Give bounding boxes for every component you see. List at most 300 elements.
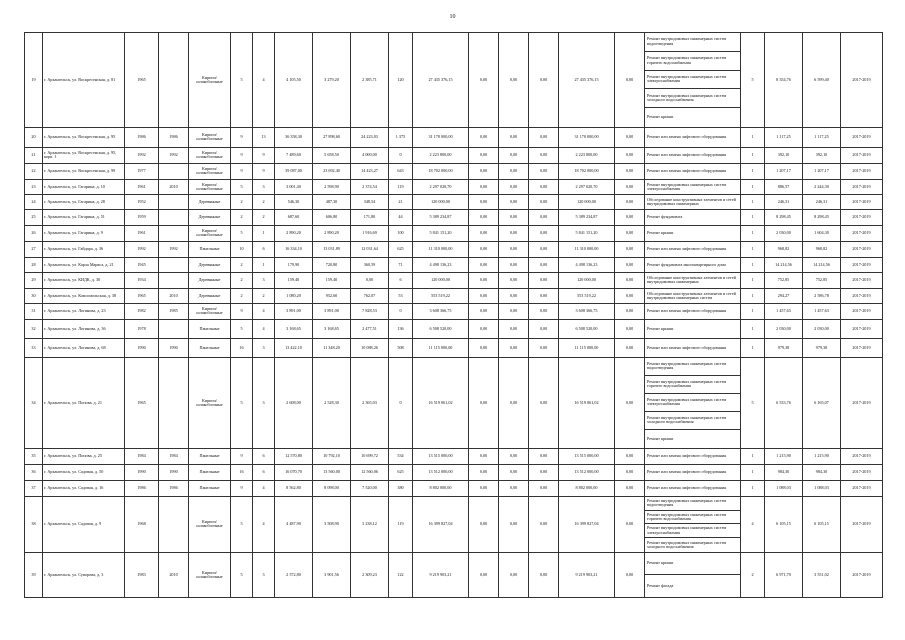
cell-living-area: 5 658,50 <box>313 147 351 163</box>
cell-federal-funds: 0,00 <box>469 257 499 272</box>
work-type-item: Ремонт внутридомовых инженерных систем электроснабжения <box>645 394 740 412</box>
cell-unit-cost: 979,38 <box>765 338 803 357</box>
cell-address: г. Архангельск, ул. Логинова, д. 36 <box>43 319 125 338</box>
cell-work-types <box>645 33 741 128</box>
cell-year-built: 1986 <box>125 480 159 496</box>
cell-owner-funds: 4 498 136,23 <box>559 257 615 272</box>
cell-work-count: 1 <box>741 163 765 179</box>
cell-local-funds: 0,00 <box>529 464 559 480</box>
table-row <box>25 272 883 288</box>
cell-floors: 2 <box>231 209 253 225</box>
cell-work-types <box>645 147 741 163</box>
cell-local-funds: 0,00 <box>529 357 559 448</box>
cell-entrances: 4 <box>253 33 275 128</box>
cell-unit-cost: 1 207,17 <box>765 163 803 179</box>
cell-max-unit-cost: 2 244,30 <box>803 179 841 194</box>
cell-other-funds: 0,00 <box>615 241 645 257</box>
cell-wall-material: Панельные <box>189 338 231 357</box>
cell-total-cost: 120 000,00 <box>413 194 469 209</box>
cell-entrances: 9 <box>253 147 275 163</box>
cell-work-count: 1 <box>741 194 765 209</box>
cell-wall-material: Деревянные <box>189 209 231 225</box>
work-type-item: Ремонт или замена лифтового оборудования <box>647 308 727 314</box>
cell-floors: 16 <box>231 464 253 480</box>
cell-period: 2017-2019 <box>841 163 883 179</box>
cell-year-renovated <box>159 225 189 241</box>
cell-entrances: 4 <box>253 496 275 552</box>
cell-local-funds: 0,00 <box>529 480 559 496</box>
cell-owner-funds: 27 435 376,15 <box>559 33 615 128</box>
cell-private-area: 2 477,51 <box>351 319 389 338</box>
cell-work-count: 1 <box>741 288 765 303</box>
cell-regional-funds: 0,00 <box>499 448 529 464</box>
cell-wall-material: Кирпич/ шлакоблочные <box>189 552 231 597</box>
cell-residents: 508 <box>389 338 413 357</box>
cell-local-funds: 0,00 <box>529 448 559 464</box>
cell-local-funds: 0,00 <box>529 303 559 319</box>
cell-regional-funds: 0,00 <box>499 127 529 147</box>
cell-work-count: 1 <box>741 338 765 357</box>
cell-year-renovated: 2010 <box>159 288 189 303</box>
cell-number: 35 <box>25 448 43 464</box>
work-type-item: Ремонт внутридомовых инженерных систем холодного водоснабжения <box>645 412 740 430</box>
cell-year-built: 1978 <box>125 319 159 338</box>
table-row <box>25 464 883 480</box>
cell-number: 30 <box>25 288 43 303</box>
cell-period: 2017-2019 <box>841 464 883 480</box>
cell-floors: 9 <box>231 303 253 319</box>
cell-total-cost: 2 297 020,70 <box>413 179 469 194</box>
cell-federal-funds: 0,00 <box>469 272 499 288</box>
cell-total-area: 4 487,90 <box>275 496 313 552</box>
cell-total-area: 36 358,30 <box>275 127 313 147</box>
table-row <box>25 33 883 128</box>
cell-other-funds: 0,00 <box>615 179 645 194</box>
cell-year-renovated: 1992 <box>159 241 189 257</box>
cell-private-area: 12 560,06 <box>351 464 389 480</box>
cell-period: 2017-2019 <box>841 303 883 319</box>
cell-total-cost: 11 115 000,00 <box>413 338 469 357</box>
table-row <box>25 357 883 448</box>
cell-other-funds: 0,00 <box>615 464 645 480</box>
cell-residents: 0 <box>389 303 413 319</box>
cell-year-built: 1965 <box>125 288 159 303</box>
cell-year-built: 1934 <box>125 272 159 288</box>
cell-period: 2017-2019 <box>841 147 883 163</box>
cell-entrances: 2 <box>253 194 275 209</box>
cell-address: г. Архангельск, ул. Воскресенская, д. 81 <box>43 33 125 128</box>
cell-living-area: 3 279,20 <box>313 33 351 128</box>
cell-federal-funds: 0,00 <box>469 464 499 480</box>
cell-total-cost: 31 170 000,00 <box>413 127 469 147</box>
cell-number: 25 <box>25 209 43 225</box>
cell-work-count: 1 <box>741 147 765 163</box>
cell-max-unit-cost: 2 030,00 <box>803 319 841 338</box>
cell-floors: 5 <box>231 33 253 128</box>
cell-regional-funds: 0,00 <box>499 163 529 179</box>
cell-work-count: 1 <box>741 319 765 338</box>
cell-private-area: 360,59 <box>351 257 389 272</box>
cell-regional-funds: 0,00 <box>499 225 529 241</box>
cell-local-funds: 0,00 <box>529 319 559 338</box>
cell-year-built: 1968 <box>125 496 159 552</box>
work-type-item: Ремонт крыши <box>647 325 674 331</box>
work-type-item: Ремонт или замена лифтового оборудования <box>647 453 727 459</box>
cell-total-cost: 27 435 376,15 <box>413 33 469 128</box>
cell-work-types <box>645 303 741 319</box>
cell-year-built: 1961 <box>125 179 159 194</box>
cell-period: 2017-2019 <box>841 194 883 209</box>
cell-number: 19 <box>25 33 43 128</box>
cell-year-renovated: 1990 <box>159 338 189 357</box>
cell-floors: 2 <box>231 257 253 272</box>
cell-floors: 10 <box>231 241 253 257</box>
cell-floors: 5 <box>231 552 253 597</box>
cell-federal-funds: 0,00 <box>469 179 499 194</box>
cell-year-renovated <box>159 496 189 552</box>
cell-total-area: 16 334,10 <box>275 241 313 257</box>
cell-work-types <box>645 209 741 225</box>
cell-entrances: 3 <box>253 552 275 597</box>
work-type-item: Ремонт или замена лифтового оборудования <box>647 152 727 158</box>
cell-floors: 2 <box>231 272 253 288</box>
cell-max-unit-cost: 968,82 <box>803 241 841 257</box>
cell-work-types <box>645 288 741 303</box>
cell-living-area: 3 901,56 <box>313 552 351 597</box>
cell-total-area: 8 562,80 <box>275 480 313 496</box>
cell-local-funds: 0,00 <box>529 147 559 163</box>
cell-federal-funds: 0,00 <box>469 127 499 147</box>
cell-residents: 120 <box>389 33 413 128</box>
cell-owner-funds: 553 519,22 <box>559 288 615 303</box>
cell-unit-cost: 1 088,03 <box>765 480 803 496</box>
cell-living-area: 13 031,89 <box>313 241 351 257</box>
cell-entrances: 6 <box>253 448 275 464</box>
cell-regional-funds: 0,00 <box>499 147 529 163</box>
cell-address: г. Архангельск, ул. Садовая, д. 9 <box>43 496 125 552</box>
cell-entrances: 6 <box>253 241 275 257</box>
cell-work-types <box>645 179 741 194</box>
cell-max-unit-cost: 3 551,02 <box>803 552 841 597</box>
cell-address: г. Архангельск, ул. Комсомольская, д. 38 <box>43 288 125 303</box>
work-type-item: Ремонт крыши <box>647 230 674 236</box>
cell-owner-funds: 11 115 000,00 <box>559 338 615 357</box>
cell-federal-funds: 0,00 <box>469 480 499 496</box>
cell-year-built: 1983 <box>125 552 159 597</box>
cell-other-funds: 0,00 <box>615 480 645 496</box>
cell-private-area: 4 000,00 <box>351 147 389 163</box>
cell-living-area: 2 890,20 <box>313 225 351 241</box>
cell-max-unit-cost: 1 117,25 <box>803 127 841 147</box>
cell-local-funds: 0,00 <box>529 194 559 209</box>
cell-work-types <box>645 319 741 338</box>
cell-regional-funds: 0,00 <box>499 319 529 338</box>
table-row <box>25 288 883 303</box>
cell-floors: 9 <box>231 147 253 163</box>
cell-number: 22 <box>25 163 43 179</box>
work-type-item: Ремонт или замена лифтового оборудования <box>647 134 727 140</box>
cell-unit-cost: 1 215,90 <box>765 448 803 464</box>
cell-regional-funds: 0,00 <box>499 480 529 496</box>
cell-year-built: 1965 <box>125 33 159 128</box>
cell-federal-funds: 0,00 <box>469 209 499 225</box>
cell-owner-funds: 120 000,00 <box>559 194 615 209</box>
cell-total-area: 1 080,20 <box>275 288 313 303</box>
cell-private-area: 12 031,64 <box>351 241 389 257</box>
cell-other-funds: 0,00 <box>615 257 645 272</box>
cell-work-types <box>645 194 741 209</box>
cell-wall-material: Кирпич/ шлакоблочные <box>189 179 231 194</box>
cell-year-renovated: 2010 <box>159 552 189 597</box>
cell-living-area: 2 598,90 <box>313 179 351 194</box>
cell-other-funds: 0,00 <box>615 194 645 209</box>
cell-local-funds: 0,00 <box>529 272 559 288</box>
cell-residents: 21 <box>389 194 413 209</box>
cell-total-area: 7 489,60 <box>275 147 313 163</box>
cell-total-area: 4 105,50 <box>275 33 313 128</box>
cell-period: 2017-2019 <box>841 319 883 338</box>
table-row <box>25 257 883 272</box>
cell-living-area: 3 891,00 <box>313 303 351 319</box>
cell-work-count: 1 <box>741 448 765 464</box>
cell-max-unit-cost: 1 207,17 <box>803 163 841 179</box>
cell-work-count: 4 <box>741 496 765 552</box>
cell-living-area: 23 692,40 <box>313 163 351 179</box>
cell-regional-funds: 0,00 <box>499 552 529 597</box>
cell-federal-funds: 0,00 <box>469 163 499 179</box>
cell-number: 21 <box>25 147 43 163</box>
cell-work-types <box>645 272 741 288</box>
cell-address: г. Архангельск, ул. Логинова, д. 23 <box>43 303 125 319</box>
cell-total-area: 2 572,80 <box>275 552 313 597</box>
cell-floors: 5 <box>231 179 253 194</box>
cell-address: г. Архангельск, ул. Суворова, д. 3 <box>43 552 125 597</box>
work-type-item: Ремонт фундамента многоквартирного дома <box>647 261 726 267</box>
cell-total-area: 179,90 <box>275 257 313 272</box>
cell-local-funds: 0,00 <box>529 225 559 241</box>
cell-work-types <box>645 464 741 480</box>
cell-max-unit-cost: 6 105,15 <box>803 496 841 552</box>
cell-private-area: 0,00 <box>351 272 389 288</box>
cell-total-cost: 120 000,00 <box>413 272 469 288</box>
cell-regional-funds: 0,00 <box>499 288 529 303</box>
cell-total-cost: 6 508 520,00 <box>413 319 469 338</box>
cell-number: 31 <box>25 303 43 319</box>
cell-living-area: 13 560,00 <box>313 464 351 480</box>
cell-local-funds: 0,00 <box>529 163 559 179</box>
cell-floors: 5 <box>231 225 253 241</box>
cell-number: 32 <box>25 319 43 338</box>
cell-owner-funds: 2 223 800,00 <box>559 147 615 163</box>
cell-number: 20 <box>25 127 43 147</box>
cell-residents: 44 <box>389 209 413 225</box>
cell-regional-funds: 0,00 <box>499 303 529 319</box>
cell-address: г. Архангельск, ул. Воскресенская, д. 95 <box>43 127 125 147</box>
cell-unit-cost: 984,30 <box>765 464 803 480</box>
cell-regional-funds: 0,00 <box>499 209 529 225</box>
cell-year-renovated: 1992 <box>159 147 189 163</box>
cell-living-area: 2 528,30 <box>313 357 351 448</box>
cell-living-area: 27 898,60 <box>313 127 351 147</box>
cell-private-area: 3 238,12 <box>351 496 389 552</box>
cell-other-funds: 0,00 <box>615 552 645 597</box>
cell-max-unit-cost: 246,31 <box>803 194 841 209</box>
cell-regional-funds: 0,00 <box>499 496 529 552</box>
cell-entrances: 1 <box>253 257 275 272</box>
cell-private-area: 7 520,00 <box>351 480 389 496</box>
cell-owner-funds: 6 508 520,00 <box>559 319 615 338</box>
cell-entrances: 2 <box>253 288 275 303</box>
cell-regional-funds: 0,00 <box>499 338 529 357</box>
cell-total-cost: 2 223 800,00 <box>413 147 469 163</box>
table-row <box>25 179 883 194</box>
cell-number: 27 <box>25 241 43 257</box>
cell-unit-cost: 1 457,63 <box>765 303 803 319</box>
cell-work-types <box>645 357 741 448</box>
table-row <box>25 480 883 496</box>
cell-total-cost: 4 498 136,23 <box>413 257 469 272</box>
cell-number: 26 <box>25 225 43 241</box>
cell-residents: 0 <box>389 357 413 448</box>
cell-wall-material: Кирпич/ шлакоблочные <box>189 147 231 163</box>
cell-wall-material: Деревянные <box>189 272 231 288</box>
cell-federal-funds: 0,00 <box>469 448 499 464</box>
cell-work-count: 5 <box>741 33 765 128</box>
cell-unit-cost: 6 533,76 <box>765 357 803 448</box>
cell-total-cost: 8 802 000,00 <box>413 480 469 496</box>
cell-total-area: 3 891,00 <box>275 303 313 319</box>
cell-living-area: 159,40 <box>313 272 351 288</box>
cell-total-cost: 13 512 000,00 <box>413 464 469 480</box>
cell-address: г. Архангельск, ул. Попова, д. 21 <box>43 357 125 448</box>
cell-entrances: 6 <box>253 464 275 480</box>
cell-local-funds: 0,00 <box>529 496 559 552</box>
cell-period: 2017-2019 <box>841 127 883 147</box>
cell-address: г. Архангельск, ул. Гайдара, д. 36 <box>43 241 125 257</box>
cell-regional-funds: 0,00 <box>499 464 529 480</box>
cell-residents: 136 <box>389 319 413 338</box>
cell-private-area: 1 916,69 <box>351 225 389 241</box>
cell-private-area: 14 423,27 <box>351 163 389 179</box>
cell-work-count: 1 <box>741 303 765 319</box>
cell-regional-funds: 0,00 <box>499 33 529 128</box>
cell-private-area: 2 365,03 <box>351 357 389 448</box>
cell-residents: 643 <box>389 163 413 179</box>
cell-wall-material: Панельные <box>189 448 231 464</box>
cell-entrances: 1 <box>253 225 275 241</box>
cell-year-renovated: 1990 <box>159 464 189 480</box>
table-row <box>25 552 883 597</box>
cell-entrances: 4 <box>253 480 275 496</box>
cell-living-area: 10 792,10 <box>313 448 351 464</box>
cell-owner-funds: 5 841 151,20 <box>559 225 615 241</box>
cell-unit-cost: 294,27 <box>765 288 803 303</box>
cell-work-types <box>645 241 741 257</box>
work-type-item: Ремонт фасада <box>647 582 674 588</box>
cell-address: г. Архангельск, ул. Садовая, д. 50 <box>43 464 125 480</box>
cell-year-built: 1959 <box>125 209 159 225</box>
table-row <box>25 147 883 163</box>
cell-other-funds: 0,00 <box>615 496 645 552</box>
cell-year-renovated: 1986 <box>159 127 189 147</box>
cell-total-area: 2 608,00 <box>275 357 313 448</box>
cell-living-area: 11 348,20 <box>313 338 351 357</box>
cell-entrances: 4 <box>253 303 275 319</box>
cell-owner-funds: 18 702 000,00 <box>559 163 615 179</box>
cell-wall-material: Панельные <box>189 319 231 338</box>
cell-federal-funds: 0,00 <box>469 33 499 128</box>
cell-year-renovated <box>159 357 189 448</box>
cell-floors: 9 <box>231 448 253 464</box>
cell-regional-funds: 0,00 <box>499 357 529 448</box>
cell-unit-cost: 886,57 <box>765 179 803 194</box>
cell-federal-funds: 0,00 <box>469 357 499 448</box>
cell-work-count: 5 <box>741 357 765 448</box>
cell-total-area: 2 890,20 <box>275 225 313 241</box>
cell-unit-cost: 752,85 <box>765 272 803 288</box>
cell-residents: 119 <box>389 496 413 552</box>
cell-living-area: 952,60 <box>313 288 351 303</box>
cell-floors: 2 <box>231 288 253 303</box>
cell-federal-funds: 0,00 <box>469 552 499 597</box>
cell-living-area: 3 168,65 <box>313 319 351 338</box>
cell-private-area: 2 385,71 <box>351 33 389 128</box>
cell-year-renovated <box>159 257 189 272</box>
cell-wall-material: Деревянные <box>189 194 231 209</box>
cell-year-renovated <box>159 272 189 288</box>
cell-year-renovated <box>159 319 189 338</box>
work-type-item: Ремонт фундамента <box>647 214 683 220</box>
cell-year-built: 1990 <box>125 338 159 357</box>
cell-max-unit-cost: 1 088,03 <box>803 480 841 496</box>
cell-year-renovated: 1984 <box>159 448 189 464</box>
cell-residents: 534 <box>389 448 413 464</box>
cell-number: 36 <box>25 464 43 480</box>
cell-max-unit-cost: 6 165,07 <box>803 357 841 448</box>
cell-period: 2017-2019 <box>841 448 883 464</box>
cell-owner-funds: 120 000,00 <box>559 272 615 288</box>
cell-address: г. Архангельск, ул. Попова, д. 25 <box>43 448 125 464</box>
work-type-item: Ремонт внутридомовых инженерных систем холодного водоснабжения <box>645 89 740 108</box>
cell-work-types <box>645 496 741 552</box>
cell-work-types <box>645 257 741 272</box>
cell-total-area: 159,40 <box>275 272 313 288</box>
work-type-item: Обследование конструктивных элементов и сетей внутридомовых инженерных <box>647 196 736 206</box>
cell-other-funds: 0,00 <box>615 225 645 241</box>
work-type-item: Ремонт внутридомовых инженерных систем горячего водоснабжения <box>645 376 740 394</box>
cell-wall-material: Деревянные <box>189 257 231 272</box>
cell-number: 38 <box>25 496 43 552</box>
cell-year-built: 1984 <box>125 448 159 464</box>
cell-federal-funds: 0,00 <box>469 496 499 552</box>
cell-floors: 9 <box>231 480 253 496</box>
cell-entrances: 3 <box>253 179 275 194</box>
cell-max-unit-cost: 979,38 <box>803 338 841 357</box>
cell-owner-funds: 11 310 000,00 <box>559 241 615 257</box>
cell-federal-funds: 0,00 <box>469 288 499 303</box>
cell-year-built: 1961 <box>125 225 159 241</box>
cell-address: г. Архангельск, ул. Воскресенская, д. 99 <box>43 163 125 179</box>
cell-federal-funds: 0,00 <box>469 241 499 257</box>
cell-federal-funds: 0,00 <box>469 338 499 357</box>
cell-unit-cost: 246,31 <box>765 194 803 209</box>
cell-floors: 9 <box>231 127 253 147</box>
cell-living-area: 720,80 <box>313 257 351 272</box>
cell-other-funds: 0,00 <box>615 319 645 338</box>
cell-work-count: 1 <box>741 209 765 225</box>
table-row <box>25 127 883 147</box>
cell-work-types <box>645 163 741 179</box>
